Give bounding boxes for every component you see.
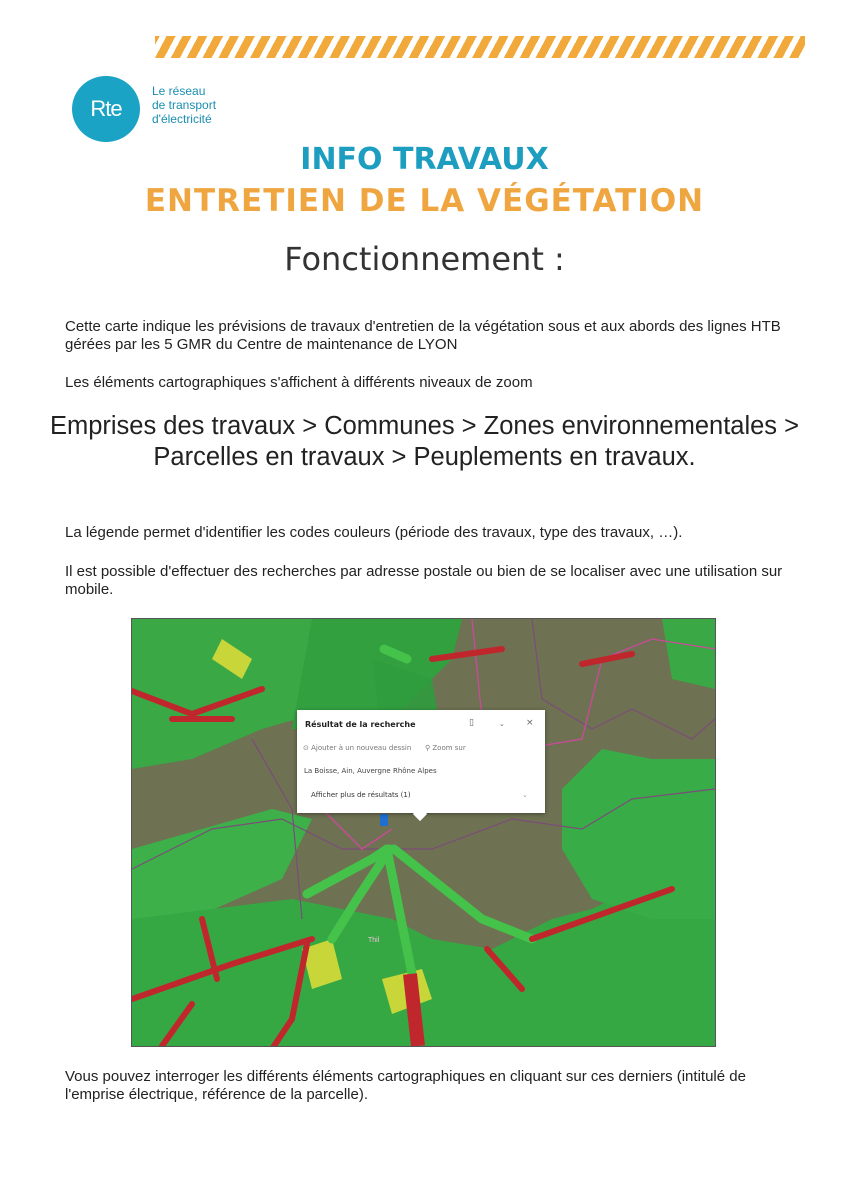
plus-circle-icon: ⊙ — [303, 744, 309, 752]
popup-title: Résultat de la recherche — [305, 720, 416, 729]
logo-text — [152, 84, 216, 126]
close-icon[interactable]: × — [526, 718, 534, 728]
zoom-to-label: Zoom sur — [432, 744, 466, 752]
section-title: Fonctionnement : — [284, 240, 565, 278]
rte-logo — [72, 76, 140, 142]
map-screenshot — [131, 618, 716, 1047]
add-drawing-button[interactable] — [303, 744, 411, 752]
chevron-down-icon[interactable]: ⌄ — [499, 720, 505, 728]
add-drawing-label: Ajouter à un nouveau dessin — [311, 744, 412, 752]
search-icon: ⚲ — [425, 744, 431, 752]
paragraph-query: Vous pouvez interroger les différents éléments cartographiques en cliquant sur ces derniers (intitulé de l'emprise électrique, référence de la parcelle). — [65, 1068, 746, 1103]
map-label-thil: Thil — [368, 937, 380, 944]
logo-text-line: de transport — [152, 98, 217, 112]
hazard-stripes — [155, 36, 805, 58]
logo-text-line: d'électricité — [152, 112, 212, 126]
title-entretien: ENTRETIEN DE LA VÉGÉTATION — [144, 183, 705, 219]
paragraph-intro: Cette carte indique les prévisions de travaux d'entretien de la végétation sous et aux abords des lignes HTB gérées par les 5 GMR du Centre de maintenance de LYON — [65, 318, 781, 353]
more-results-toggle[interactable] — [311, 791, 528, 799]
result-address[interactable]: La Boisse, Ain, Auvergne Rhône Alpes — [304, 767, 437, 775]
logo-text-line: Le réseau — [152, 84, 206, 98]
chevron-down-icon: ⌄ — [522, 791, 528, 799]
zoom-to-button[interactable] — [425, 744, 466, 752]
zoom-levels: Emprises des travaux > Communes > Zones environnementales > Parcelles en travaux > Peuplements en travaux. — [49, 412, 800, 471]
paragraph-legend: La légende permet d'identifier les codes couleurs (période des travaux, type des travaux, …). — [65, 524, 683, 541]
logo-mark: Rte — [90, 96, 122, 121]
title-info-travaux: INFO TRAVAUX — [300, 142, 549, 177]
more-results-label: Afficher plus de résultats (1) — [311, 791, 411, 799]
paragraph-zoom: Les éléments cartographiques s'affichent à différents niveaux de zoom — [65, 374, 533, 391]
search-result-popup — [297, 710, 545, 813]
paragraph-search: Il est possible d'effectuer des recherches par adresse postale ou bien de se localiser avec une utilisation sur mobile. — [65, 563, 783, 598]
map-graphic — [132, 619, 715, 1046]
dock-icon[interactable]: ▯ — [469, 718, 474, 728]
